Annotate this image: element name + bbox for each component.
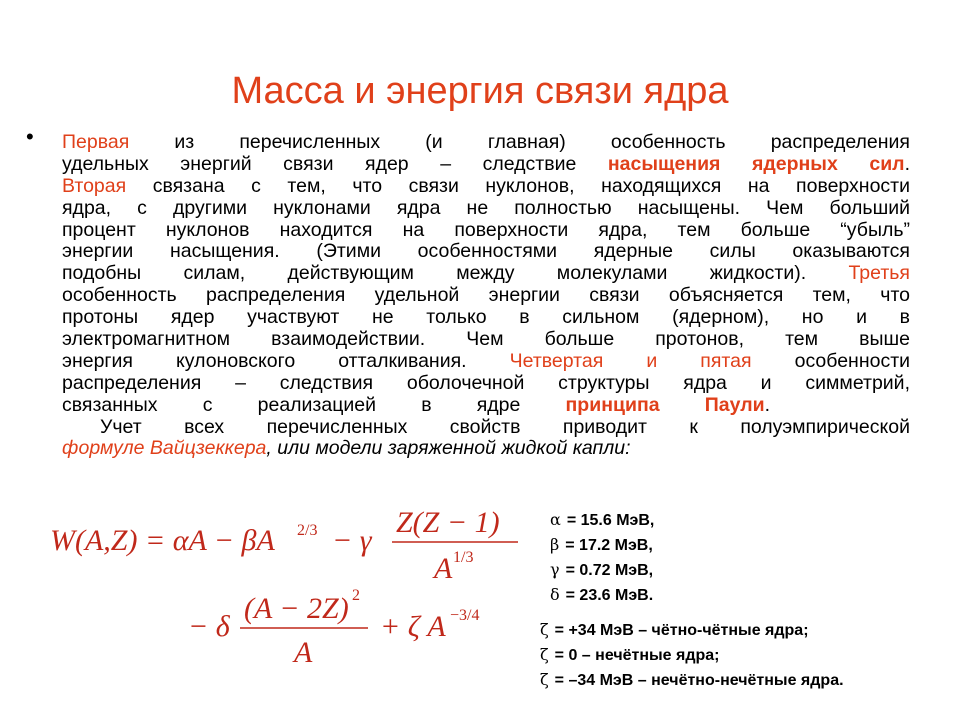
paragraph-body (62, 132, 910, 460)
zeta-list (540, 618, 844, 693)
coefficient-beta (550, 533, 654, 558)
formula-exp-34: −3/4 (450, 607, 480, 624)
greek-symbol: δ (550, 585, 560, 604)
formula-minus-gamma: − γ (332, 524, 372, 557)
text-line (62, 395, 910, 417)
text-line (62, 154, 910, 176)
text-line: распределения – следствия оболочечной структуры ядра и симметрий, (62, 371, 910, 394)
weizsacker-formula (50, 500, 540, 680)
zeta-odd (540, 643, 844, 668)
text-line: процент нуклонов находится на поверхности ядра, тем больше “убыль” (62, 218, 910, 241)
text-span: удельных энергий связи ядер – следствие (62, 152, 608, 175)
greek-symbol: ζ (540, 620, 549, 639)
highlight-second: Вторая (62, 174, 127, 197)
text-span: энергия кулоновского отталкивания. (62, 349, 510, 372)
coefficient-value: = 17.2 МэВ, (565, 537, 653, 554)
coefficient-value: = 15.6 МэВ, (566, 512, 655, 529)
formula-denominator: A (434, 552, 453, 585)
greek-symbol: β (550, 535, 560, 554)
text-span: . (904, 152, 910, 175)
coefficient-list (550, 508, 654, 608)
greek-symbol: α (550, 510, 561, 529)
formula-denominator-2: A (294, 636, 313, 669)
formula-numerator: Z(Z − 1) (396, 506, 500, 539)
highlight-first: Первая (62, 131, 130, 153)
formula-numerator-2: (A − 2Z) (244, 592, 349, 625)
text-line (62, 263, 910, 285)
zeta-value: = 0 – нечётные ядра; (554, 647, 720, 664)
zeta-even-even (540, 618, 844, 643)
text-line: ядра, с другими нуклонами ядра не полностью насыщены. Чем больший (62, 196, 910, 219)
text-line (62, 132, 910, 154)
highlight-pauli: принципа Паули (565, 393, 765, 416)
highlight-fourth-fifth: Четвертая и пятая (509, 349, 752, 372)
formula-minus-delta: − δ (188, 610, 230, 643)
formula-exp-2: 2 (352, 587, 360, 604)
text-span: из перечисленных (и главная) особенность распределения (129, 131, 910, 153)
coefficient-delta (550, 583, 654, 608)
text-span: подобны силам, действующим между молекулами жидкости). (62, 262, 849, 285)
zeta-value: = +34 МэВ – чётно-чётные ядра; (554, 622, 809, 639)
text-line: электромагнитном взаимодействии. Чем больше протонов, тем выше (62, 328, 910, 351)
bullet-marker: • (26, 124, 34, 149)
text-line (62, 438, 910, 460)
text-line: протоны ядер участвуют не только в сильном (ядерном), но и в (62, 306, 910, 329)
text-line: энергии насыщения. (Этими особенностями ядерные силы оказываются (62, 240, 910, 263)
coefficient-value: = 23.6 МэВ. (565, 587, 654, 604)
zeta-value: = –34 МэВ – нечётно-нечётные ядра. (554, 672, 844, 689)
text-line (62, 351, 910, 373)
highlight-saturation: насыщения ядерных сил (607, 152, 905, 175)
text-line: особенность распределения удельной энергии связи объясняется тем, что (62, 284, 910, 307)
formula-lhs: W(A,Z) = αA − βA (50, 524, 275, 557)
greek-symbol: ζ (540, 645, 549, 664)
coefficient-alpha (550, 508, 654, 533)
greek-symbol: ζ (540, 670, 549, 689)
formula-plus-zeta: + ζ A (380, 610, 446, 643)
formula-exp-13: 1/3 (453, 549, 474, 566)
text-span: , или модели заряженной жидкой капли: (266, 437, 631, 460)
text-span: связанных с реализацией в ядре (62, 393, 566, 416)
text-span: связана с тем, что связи нуклонов, находящихся на поверхности (126, 174, 910, 197)
text-span: . (764, 393, 771, 416)
highlight-third: Третья (848, 262, 910, 285)
text-span: особенности (751, 349, 911, 372)
text-line: Учет всех перечисленных свойств приводит к полуэмпирической (100, 415, 910, 438)
zeta-odd-odd (540, 668, 844, 693)
greek-symbol: γ (550, 560, 560, 579)
coefficient-gamma (550, 558, 654, 583)
formula-exp-23: 2/3 (297, 522, 318, 539)
highlight-weizsacker: формуле Вайцзеккера (62, 437, 267, 460)
coefficient-value: = 0.72 МэВ, (565, 562, 654, 579)
text-line (62, 176, 910, 198)
slide-title: Масса и энергия связи ядра (231, 70, 729, 112)
